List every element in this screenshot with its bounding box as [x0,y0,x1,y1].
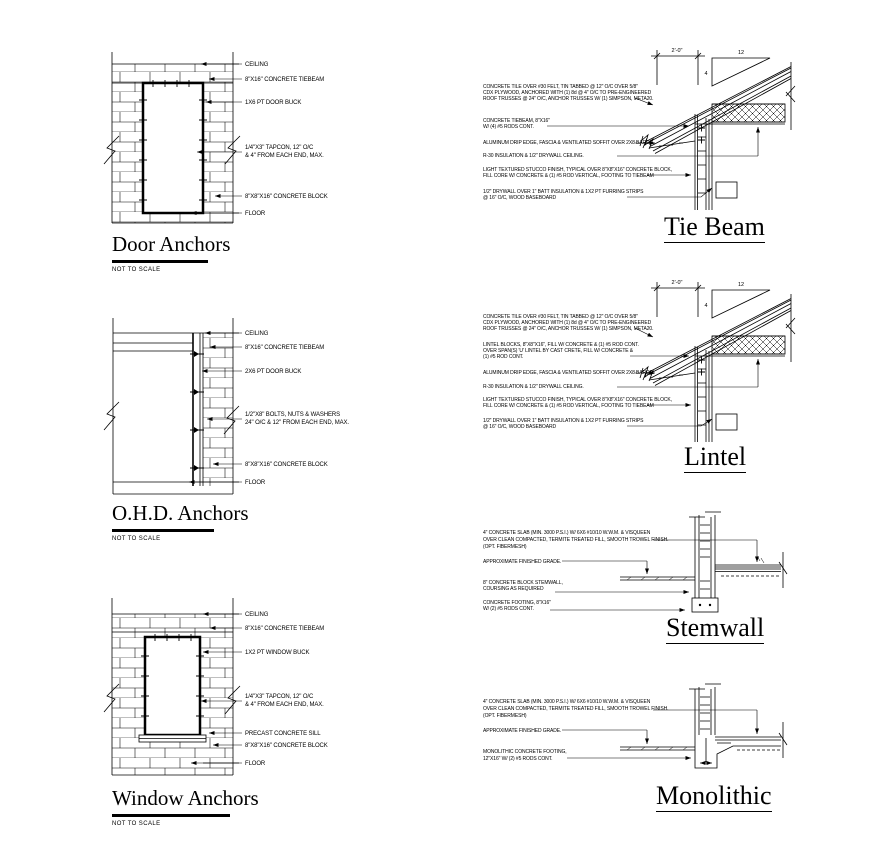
door-anchors-title: Door Anchors [112,232,231,256]
note-slab-1: 4" CONCRETE SLAB (MIN. 3000 P.S.I.) W/ 6X6 #10/10 W.W.M. & VISQUEEN [483,530,651,536]
door-anchors-drawing [105,52,383,232]
monolithic-text [483,699,668,762]
label-block: 8"X8"X16" CONCRETE BLOCK [245,462,328,468]
note-footing-1: MONOLITHIC CONCRETE FOOTING, [483,749,567,755]
window-anchors-title: Window Anchors [112,786,259,810]
note-roof-3: ROOF TRUSSES @ 24" O/C, ANCHOR TRUSSES W/ (1) SIMPSON, META20. [483,326,654,332]
note-roof-1: CONCRETE TILE OVER #30 FELT, TIN TABBED @ 12" O/C OVER 5/8" [483,314,638,320]
wall-lines [689,512,721,598]
window-anchors-underline [112,814,230,817]
stemwall-drawing [455,500,883,622]
label-sill: PRECAST CONCRETE SILL [245,731,321,737]
note-drip: ALUMINUM DRIP EDGE, FASCIA & VENTILATED SOFFIT OVER 2X8 BARGE. [483,370,655,376]
note-slab-3: (OPT. FIBERMESH) [483,713,527,719]
window-wall-section [104,598,240,775]
ohd-anchors-title: O.H.D. Anchors [112,501,249,525]
tiebeam-anchor-marks [698,125,705,144]
door-anchors-underline [112,260,208,263]
tie-beam-section [640,50,795,210]
label-buck: 1X2 PT WINDOW BUCK [245,650,310,656]
label-ceiling: CEILING [245,331,269,337]
overhang-dimension [651,282,708,317]
lintel-anchor-marks [698,357,705,376]
note-slab-2: OVER CLEAN COMPACTED, TERMITE TREATED FILL, SMOOTH TROWEL FINISH. [483,537,669,543]
note-insulation: R-30 INSULATION & 1/2" DRYWALL CEILING. [483,153,584,159]
note-stucco-2: FILL CORE W/ CONCRETE & (1) #5 ROD VERTICAL, FOOTING TO TIEBEAM [483,403,654,409]
note-beam-2: W/ (4) #5 RODS CONT. [483,124,534,130]
door-anchors-scale-note: NOT TO SCALE [112,267,161,273]
label-tiebeam: 8"X16" CONCRETE TIEBEAM [245,77,325,83]
window-opening [145,637,200,735]
note-slab-1: 4" CONCRETE SLAB (MIN. 3000 P.S.I.) W/ 6X6 #10/10 W.W.M. & VISQUEEN [483,699,651,705]
monolithic-section [620,684,787,768]
note-grade: APPROXIMATE FINISHED GRADE. [483,728,562,734]
label-fastener-2: & 4" FROM EACH END, MAX. [245,153,324,159]
tie-beam-title: Tie Beam [664,212,765,241]
label-fastener-1: 1/2"X8" BOLTS, NUTS & WASHERS [245,412,341,418]
grade-lines [620,747,695,750]
door-labels [245,62,328,217]
wall-lines [695,346,737,442]
window-labels [245,612,328,767]
door-wall-section [104,52,240,223]
ohd-anchors-drawing [105,318,383,500]
lintel-title: Lintel [684,442,747,471]
block-pattern [203,333,233,486]
note-roof-3: ROOF TRUSSES @ 24" O/C, ANCHOR TRUSSES W/ (1) SIMPSON, META20. [483,96,654,102]
label-ceiling: CEILING [245,612,269,618]
label-fastener-1: 1/4"X3" TAPCON, 12" O/C [245,145,314,151]
dim-overhang: 2'-0" [671,280,683,286]
window-anchors-scale-note: NOT TO SCALE [112,821,161,827]
footing [692,598,718,612]
baseboard-detail [716,414,737,430]
slope-run: 12 [737,282,745,288]
break-mark-left [104,402,119,430]
note-roof-2: CDX PLYWOOD, ANCHORED WITH (1) 8d @ 4" O/C TO PRE-ENGINEERED [483,90,652,96]
note-grade: APPROXIMATE FINISHED GRADE. [483,559,562,565]
label-fastener-2: & 4" FROM EACH END, MAX. [245,702,324,708]
note-drywall-2: @ 16" O/C, WOOD BASEBOARD [483,195,556,201]
ohd-wall-section [104,318,239,494]
wall-lines [689,684,721,735]
note-roof-2: CDX PLYWOOD, ANCHORED WITH (1) 8d @ 4" O/C TO PRE-ENGINEERED [483,320,652,326]
note-beam-1: CONCRETE TIEBEAM, 8"X16" [483,118,550,124]
label-buck: 1X6 PT DOOR BUCK [245,100,302,106]
baseboard-detail [716,182,737,198]
precast-sill [139,735,206,742]
grade-lines [620,577,695,580]
tie-beam-text [483,48,744,201]
ohd-anchors-underline [112,529,214,532]
dim-overhang: 2'-0" [671,48,683,54]
note-stucco-1: LIGHT TEXTURED STUCCO FINISH, TYPICAL OVER 8"X8"X16" CONCRETE BLOCK, [483,167,672,173]
note-slab-3: (OPT. FIBERMESH) [483,544,527,550]
stemwall-section [620,512,787,612]
note-lintel-2: OVER SPAN(S) 'U' LINTEL BY CAST CRETE, FILL W/ CONCRETE & [483,348,634,354]
note-footing-2: 12"X16" W/ (2) #5 RODS CONT. [483,756,553,762]
note-lintel-3: (1) #5 ROD CONT. [483,354,524,360]
wall-break-top [689,684,721,689]
lintel-section [640,282,795,442]
label-tiebeam: 8"X16" CONCRETE TIEBEAM [245,345,325,351]
slope-run: 12 [737,50,745,56]
label-floor: FLOOR [245,211,266,217]
note-wall-1: 8" CONCRETE BLOCK STEMWALL, [483,580,563,586]
bolt-ticks [190,354,204,468]
note-drip: ALUMINUM DRIP EDGE, FASCIA & VENTILATED SOFFIT OVER 2X8 BARGE. [483,140,655,146]
note-footing-1: CONCRETE FOOTING, 8"X16" [483,600,551,606]
monolithic-title: Monolithic [656,781,772,810]
label-fastener-2: 24" O/C & 12" FROM EACH END, MAX. [245,420,349,426]
label-floor: FLOOR [245,480,266,486]
slope-rise: 4 [704,71,708,77]
note-stucco-2: FILL CORE W/ CONCRETE & (1) #5 ROD VERTICAL, FOOTING TO TIEBEAM [483,173,654,179]
monolithic-leaders [562,710,757,758]
note-drywall-1: 1/2" DRYWALL OVER 1" BATT INSULATION & 1X2 PT FURRING STRIPS [483,189,644,195]
door-opening [143,83,203,213]
stemwall-title: Stemwall [666,613,765,642]
slab-lines [715,552,787,588]
stemwall-text [483,530,668,612]
note-roof-1: CONCRETE TILE OVER #30 FELT, TIN TABBED @ 12" O/C OVER 5/8" [483,84,638,90]
note-footing-2: W/ (2) #5 RODS CONT. [483,606,534,612]
label-buck: 2X6 PT DOOR BUCK [245,369,302,375]
wall-lines [695,114,737,210]
lintel-drawing [455,272,883,472]
note-wall-2: COURSING AS REQUIRED [483,586,544,592]
ohd-anchors-scale-note: NOT TO SCALE [112,536,161,542]
note-insulation: R-30 INSULATION & 1/2" DRYWALL CEILING. [483,384,584,390]
overhang-dimension [651,50,708,85]
label-tiebeam: 8"X16" CONCRETE TIEBEAM [245,626,325,632]
window-anchors-drawing [105,598,383,780]
ohd-labels [245,331,349,486]
label-fastener-1: 1/4"X3" TAPCON, 12" O/C [245,694,314,700]
label-floor: FLOOR [245,761,266,767]
note-drywall-1: 1/2" DRYWALL OVER 1" BATT INSULATION & 1X2 PT FURRING STRIPS [483,418,644,424]
label-block: 8"X8"X16" CONCRETE BLOCK [245,743,328,749]
note-stucco-1: LIGHT TEXTURED STUCCO FINISH, TYPICAL OVER 8"X8"X16" CONCRETE BLOCK, [483,397,672,403]
note-slab-2: OVER CLEAN COMPACTED, TERMITE TREATED FILL, SMOOTH TROWEL FINISH. [483,706,669,712]
tie-beam-drawing [455,40,883,240]
bolt-markers [194,351,199,471]
slope-rise: 4 [704,303,708,309]
label-block: 8"X8"X16" CONCRETE BLOCK [245,194,328,200]
label-ceiling: CEILING [245,62,269,68]
wall-break-top [689,512,721,517]
note-drywall-2: @ 16" O/C, WOOD BASEBOARD [483,424,556,430]
note-lintel-1: LINTEL BLOCKS, 8"X8"X16", FILL W/ CONCRETE & (1) #5 ROD CONT. [483,342,639,348]
stemwall-leaders [550,540,757,610]
